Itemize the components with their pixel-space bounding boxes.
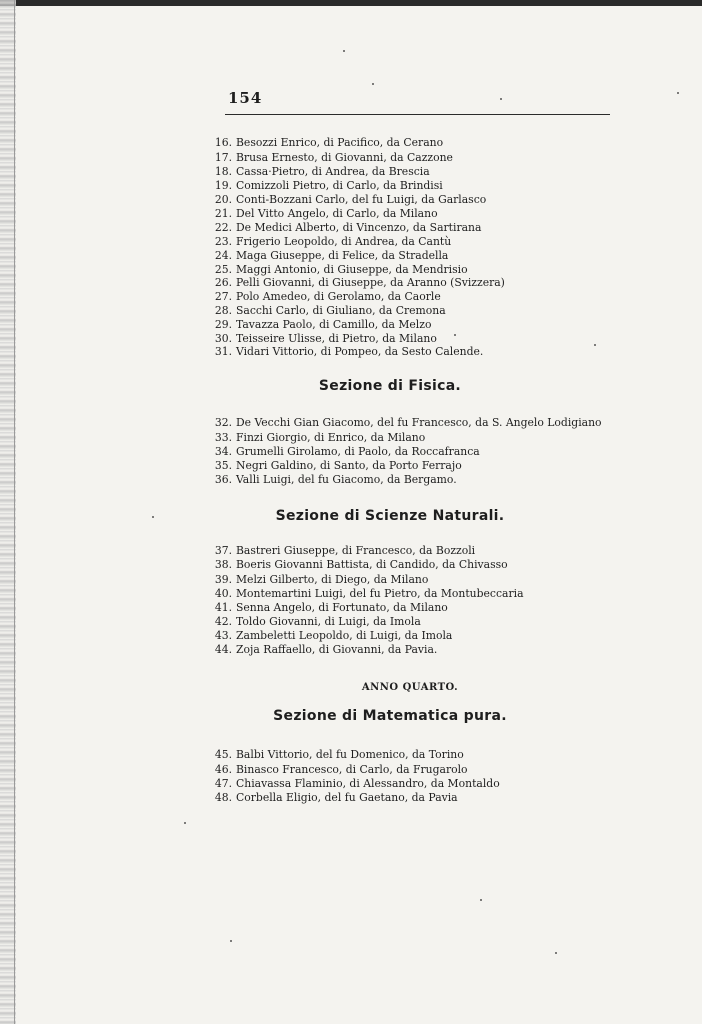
scan-speck xyxy=(594,344,596,346)
list-item: 18. Cassa·Pietro, di Andrea, da Brescia xyxy=(214,165,430,178)
list-item: 31. Vidari Vittorio, di Pompeo, da Sesto Calende. xyxy=(214,345,484,358)
list-item: 34. Grumelli Girolamo, di Paolo, da Roccafranca xyxy=(214,445,480,458)
scan-speck xyxy=(677,92,679,94)
year-heading: ANNO QUARTO. xyxy=(361,682,459,693)
list-item: 38. Boeris Giovanni Battista, di Candido, da Chivasso xyxy=(214,558,508,571)
list-item: 23. Frigerio Leopoldo, di Andrea, da Cantù xyxy=(214,235,452,248)
scan-speck xyxy=(230,940,232,942)
list-item: 46. Binasco Francesco, di Carlo, da Frugarolo xyxy=(214,763,468,776)
list-item: 40. Montemartini Luigi, del fu Pietro, da Montubeccaria xyxy=(214,587,524,600)
header-rule xyxy=(225,114,610,115)
scan-speck xyxy=(454,334,456,336)
scan-speck xyxy=(343,50,345,52)
list-item: 44. Zoja Raffaello, di Giovanni, da Pavia. xyxy=(214,643,438,656)
list-item: 41. Senna Angelo, di Fortunato, da Milano xyxy=(214,601,448,614)
scan-speck xyxy=(500,98,502,100)
list-item: 33. Finzi Giorgio, di Enrico, da Milano xyxy=(214,431,426,444)
list-item: 16. Besozzi Enrico, di Pacifico, da Cerano xyxy=(214,136,444,149)
scan-speck xyxy=(555,952,557,954)
list-item: 19. Comizzoli Pietro, di Carlo, da Brindisi xyxy=(214,179,443,192)
list-item: 28. Sacchi Carlo, di Giuliano, da Cremona xyxy=(214,304,446,317)
scan-speck xyxy=(480,899,482,901)
list-item: 47. Chiavassa Flaminio, di Alessandro, da Montaldo xyxy=(214,777,500,790)
list-item: 48. Corbella Eligio, del fu Gaetano, da Pavia xyxy=(214,791,458,804)
list-item: 25. Maggi Antonio, di Giuseppe, da Mendrisio xyxy=(214,263,468,276)
section-title-fisica: Sezione di Fisica. xyxy=(318,378,462,394)
list-item: 26. Pelli Giovanni, di Giuseppe, da Aranno (Svizzera) xyxy=(214,276,505,289)
scan-speck xyxy=(184,822,186,824)
list-item: 30. Teisseire Ulisse, di Pietro, da Milano xyxy=(214,332,437,345)
list-item: 27. Polo Amedeo, di Gerolamo, da Caorle xyxy=(214,290,441,303)
section-title-matematica-pura: Sezione di Matematica pura. xyxy=(273,708,507,724)
scan-speck xyxy=(152,516,154,518)
list-item: 29. Tavazza Paolo, di Camillo, da Melzo xyxy=(214,318,432,331)
list-item: 21. Del Vitto Angelo, di Carlo, da Milano xyxy=(214,207,438,220)
list-item: 35. Negri Galdino, di Santo, da Porto Ferrajo xyxy=(214,459,462,472)
scan-left-edge-line xyxy=(14,0,15,1024)
list-item: 42. Toldo Giovanni, di Luigi, da Imola xyxy=(214,615,421,628)
list-item: 39. Melzi Gilberto, di Diego, da Milano xyxy=(214,573,429,586)
scan-speck xyxy=(372,83,374,85)
list-item: 32. De Vecchi Gian Giacomo, del fu Francesco, da S. Angelo Lodigiano xyxy=(214,416,602,429)
list-item: 36. Valli Luigi, del fu Giacomo, da Bergamo. xyxy=(214,473,457,486)
list-item: 17. Brusa Ernesto, di Giovanni, da Cazzone xyxy=(214,151,453,164)
page-number: 154 xyxy=(228,89,263,107)
list-item: 24. Maga Giuseppe, di Felice, da Stradella xyxy=(214,249,449,262)
scan-top-border xyxy=(0,0,702,6)
list-item: 45. Balbi Vittorio, del fu Domenico, da Torino xyxy=(214,748,464,761)
list-item: 22. De Medici Alberto, di Vincenzo, da Sartirana xyxy=(214,221,482,234)
list-item: 43. Zambeletti Leopoldo, di Luigi, da Imola xyxy=(214,629,453,642)
list-item: 37. Bastreri Giuseppe, di Francesco, da Bozzoli xyxy=(214,544,476,557)
list-item: 20. Conti-Bozzani Carlo, del fu Luigi, da Garlasco xyxy=(214,193,487,206)
section-title-scienze-naturali: Sezione di Scienze Naturali. xyxy=(275,508,505,524)
